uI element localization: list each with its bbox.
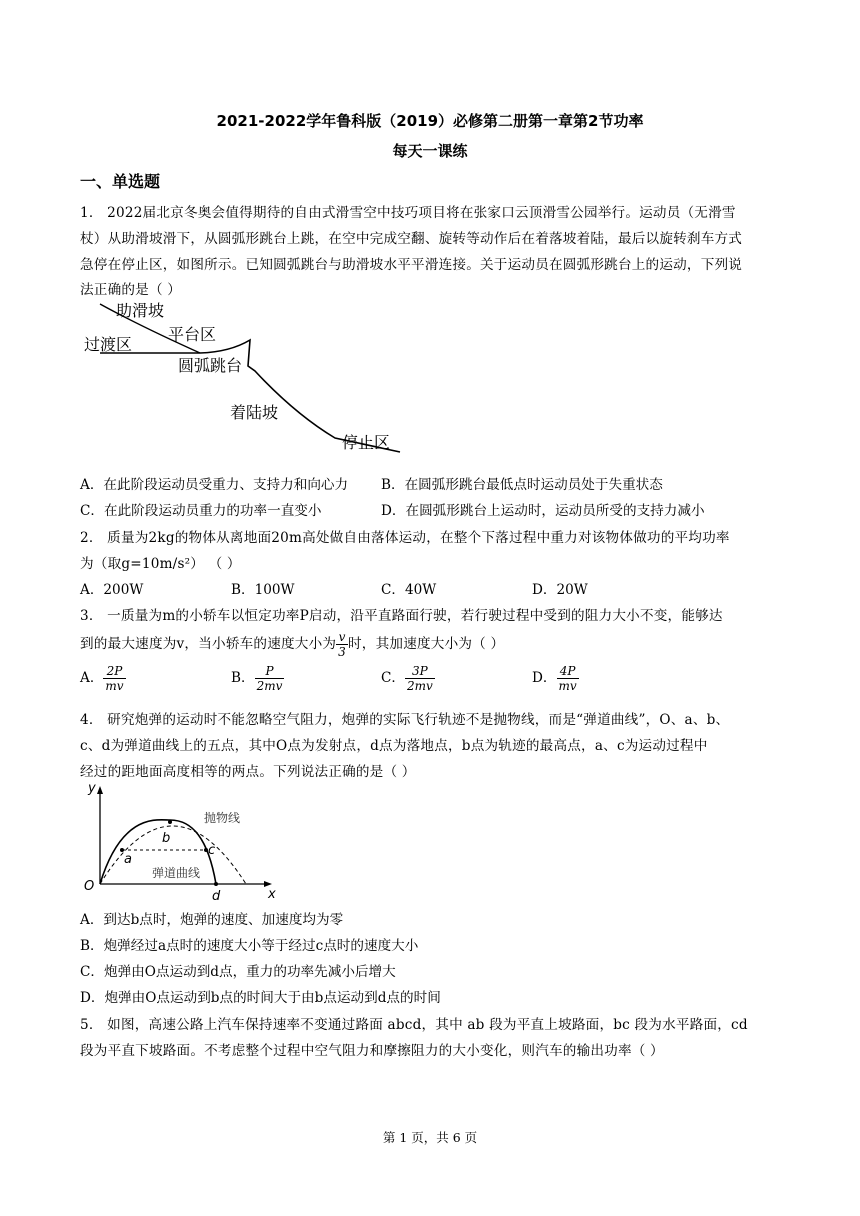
point-b-label: b: [162, 831, 171, 846]
q3-line-2-end: 时，其加速度大小为（ ）: [348, 636, 505, 652]
axis-x-label: x: [268, 887, 276, 902]
label-pingtaiqu: 平台区: [168, 325, 217, 344]
q2-text-line-2: 为（取g=10m/s²） （ ）: [80, 556, 241, 572]
q3-option-c: [381, 664, 435, 693]
q3-option-a: [80, 664, 126, 693]
q3-option-b-num: P: [255, 664, 285, 679]
q4-option-d: D．炮弹由O点运动到b点的时间大于由b点运动到d点的时间: [80, 990, 441, 1006]
q1-option-d: D．在圆弧形跳台上运动时，运动员所受的支持力减小: [381, 503, 705, 519]
q2-option-b: B．100W: [231, 582, 295, 598]
q1-text-line-4: 法正确的是（ ）: [80, 282, 182, 298]
page-footer: 第 1 页，共 6 页: [382, 1130, 478, 1145]
document-subtitle: 每天一课练: [392, 142, 468, 160]
q1-text-line-3: 急停在停止区，如图所示。已知圆弧跳台与助滑坡水平平滑连接。关于运动员在圆弧形跳台上的运动，下列说: [80, 257, 743, 273]
q2-option-a: A．200W: [80, 582, 144, 598]
point-d-label: d: [212, 889, 221, 902]
label-dandao-quxian: 弹道曲线: [152, 866, 201, 880]
q3-text-line-1: 3． 一质量为m的小轿车以恒定功率P启动，沿平直路面行驶，若行驶过程中受到的阻力大小不变，能够达: [80, 608, 723, 624]
q3-fraction-num: v: [336, 630, 348, 645]
q3-fraction: [336, 630, 348, 659]
q3-option-b-label: B．: [231, 670, 255, 686]
q3-option-d: [532, 664, 579, 693]
q4-option-c: C．炮弹由O点运动到d点，重力的功率先减小后增大: [80, 964, 396, 980]
q3-option-d-den: mv: [558, 679, 577, 693]
q5-text-line-1: 5． 如图，高速公路上汽车保持速率不变通过路面 abcd，其中 ab 段为平直上坡路面，bc 段为水平路面，cd: [80, 1017, 748, 1033]
q3-fraction-den: 3: [338, 645, 347, 659]
q2-text-line-1: 2． 质量为2kg的物体从离地面20m高处做自由落体运动，在整个下落过程中重力对该物体做功的平均功率: [80, 530, 730, 546]
ski-jump-figure: [80, 296, 420, 466]
label-paowuxian: 抛物线: [204, 811, 241, 825]
q1-option-c: C．在此阶段运动员重力的功率一直变小: [80, 503, 322, 519]
q3-option-a-den: mv: [105, 679, 124, 693]
label-tingzhiqu: 停止区: [342, 433, 391, 452]
q3-option-c-label: C．: [381, 670, 405, 686]
section-heading: 一、单选题: [80, 172, 161, 191]
point-c-label: c: [208, 843, 216, 858]
q3-text-line-2: [80, 630, 504, 659]
q4-option-b: B．炮弹经过a点时的速度大小等于经过c点时的速度大小: [80, 938, 419, 954]
label-yuanhu-tiaotai: 圆弧跳台: [178, 356, 243, 375]
origin-label: O: [84, 879, 95, 894]
q5-text-line-2: 段为平直下坡路面。不考虑整个过程中空气阻力和摩擦阻力的大小变化，则汽车的输出功率（ ）: [80, 1043, 664, 1059]
q3-option-c-fraction: [405, 664, 435, 693]
q3-option-c-num: 3P: [405, 664, 435, 679]
q3-option-a-fraction: [103, 664, 125, 693]
q3-line-2-start: 到的最大速度为v，当小轿车的速度大小为: [80, 636, 337, 652]
trajectory-figure: [80, 780, 280, 902]
q3-option-d-num: 4P: [557, 664, 579, 679]
q3-option-d-fraction: [557, 664, 579, 693]
label-zhuoluopo: 着陆坡: [230, 403, 279, 422]
q4-text-line-1: 4． 研究炮弹的运动时不能忽略空气阻力，炮弹的实际飞行轨迹不是抛物线，而是“弹道曲线”，O、a、b、: [80, 712, 730, 728]
q3-option-b: [231, 664, 284, 693]
q1-option-b: B．在圆弧形跳台最低点时运动员处于失重状态: [381, 477, 663, 493]
q1-text-line-1: 1． 2022届北京冬奥会值得期待的自由式滑雪空中技巧项目将在张家口云顶滑雪公园举行。运动员（无滑雪: [80, 205, 736, 221]
q3-option-c-den: 2mv: [407, 679, 433, 693]
label-zhuhuapo: 助滑坡: [116, 301, 165, 320]
q3-option-b-fraction: [255, 664, 285, 693]
point-a-label: a: [124, 852, 132, 867]
q3-option-d-label: D．: [532, 670, 557, 686]
q2-option-d: D．20W: [532, 582, 588, 598]
q4-text-line-2: c、d为弹道曲线上的五点，其中O点为发射点，d点为落地点，b点为轨迹的最高点，a、c为运动过程中: [80, 738, 708, 754]
q4-option-a: A．到达b点时，炮弹的速度、加速度均为零: [80, 912, 344, 928]
q4-text-line-3: 经过的距地面高度相等的两点。下列说法正确的是（ ）: [80, 764, 416, 780]
q3-option-a-num: 2P: [103, 664, 125, 679]
q3-option-b-den: 2mv: [256, 679, 283, 693]
q1-option-a: A．在此阶段运动员受重力、支持力和向心力: [80, 477, 349, 493]
q1-text-line-2: 杖）从助滑坡滑下，从圆弧形跳台上跳，在空中完成空翻、旋转等动作后在着落坡着陆，最后以旋转刹车方式: [80, 231, 743, 247]
q3-option-a-label: A．: [80, 670, 104, 686]
document-title: 2021-2022学年鲁科版（2019）必修第二册第一章第2节功率: [216, 112, 644, 130]
label-guoduqu: 过渡区: [84, 335, 133, 354]
axis-y-label: y: [88, 781, 96, 796]
q2-option-c: C．40W: [381, 582, 437, 598]
